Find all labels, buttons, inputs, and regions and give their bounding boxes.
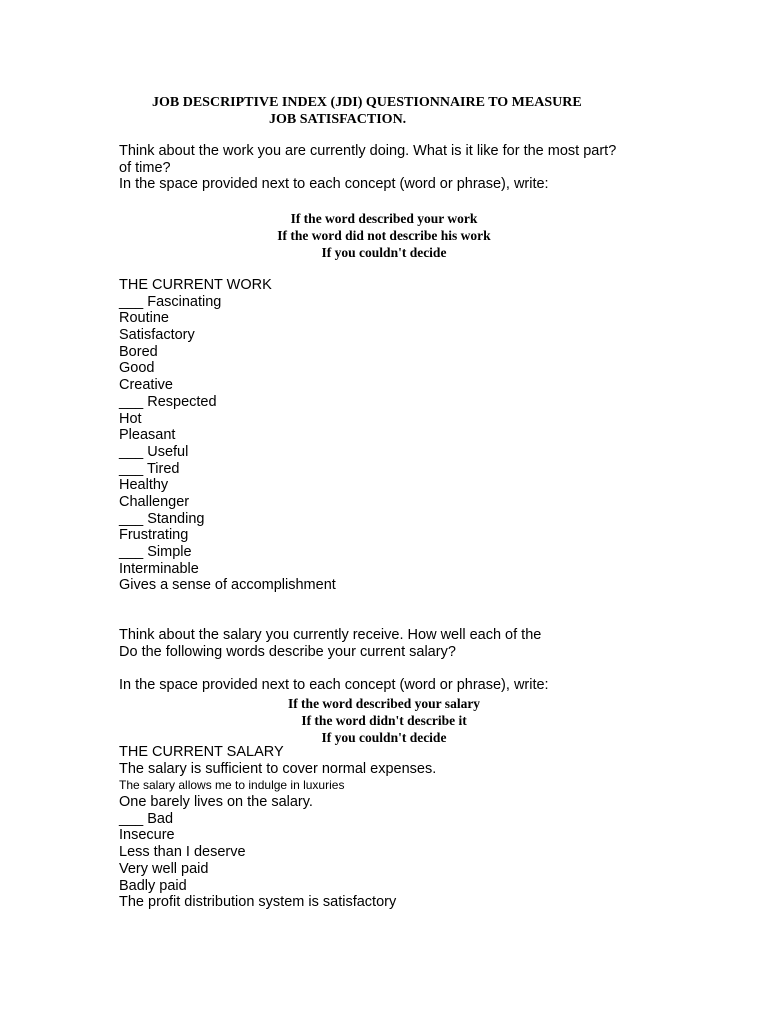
salary-item: Very well paid (119, 860, 209, 877)
work-item: ___ Useful (119, 443, 189, 460)
work-item: Creative (119, 377, 173, 394)
salary-intro-line: Do the following words describe your current salary? (119, 643, 456, 660)
salary-list (119, 744, 436, 911)
work-item: Healthy (119, 477, 169, 494)
work-legend (0, 210, 768, 261)
salary-intro-line: Think about the salary you currently receive. How well each of the (119, 627, 542, 643)
salary-legend-yes: If the word described your salary (287, 696, 481, 711)
salary-item: Badly paid (119, 877, 187, 894)
salary-intro (119, 627, 541, 660)
work-item: Hot (119, 410, 142, 427)
salary-item: Less than I deserve (119, 844, 246, 861)
work-item: Interminable (119, 560, 199, 577)
work-item: ___ Fascinating (119, 293, 222, 310)
salary-item: ___ Bad (119, 810, 174, 827)
work-legend-no: If the word did not describe his work (277, 228, 491, 243)
work-item: Frustrating (119, 527, 189, 544)
work-list (119, 277, 336, 594)
salary-item: One barely lives on the salary. (119, 794, 313, 811)
document-title-line-2: JOB SATISFACTION. (269, 112, 407, 127)
work-item: Routine (119, 310, 169, 327)
work-intro-line: Think about the work you are currently doing. What is it like for the most part? (119, 143, 617, 159)
work-item: ___ Simple (119, 544, 192, 560)
work-item: ___ Respected (119, 393, 217, 410)
work-item: ___ Standing (119, 510, 205, 527)
work-heading: THE CURRENT WORK (119, 277, 272, 293)
salary-item: Insecure (119, 827, 175, 844)
salary-heading: THE CURRENT SALARY (119, 744, 284, 760)
work-item: Gives a sense of accomplishment (119, 577, 336, 594)
work-intro (119, 143, 616, 193)
salary-legend-no: If the word didn't describe it (301, 713, 467, 728)
salary-instruction (119, 677, 549, 694)
document-title-line-1: JOB DESCRIPTIVE INDEX (JDI) QUESTIONNAIRE TO MEASURE (152, 95, 582, 110)
salary-item: The salary allows me to indulge in luxuries (119, 778, 345, 793)
salary-item: The profit distribution system is satisfactory (119, 894, 397, 911)
work-item: Bored (119, 343, 158, 360)
salary-legend-undecided: If you couldn't decide (321, 730, 447, 745)
work-item: Challenger (119, 493, 190, 510)
salary-item: The salary is sufficient to cover normal expenses. (119, 760, 437, 777)
work-legend-yes: If the word described your work (290, 211, 478, 226)
work-item: Pleasant (119, 427, 176, 444)
work-legend-undecided: If you couldn't decide (321, 245, 447, 260)
work-intro-line: In the space provided next to each concept (word or phrase), write: (119, 176, 549, 193)
work-intro-line: of time? (119, 159, 171, 176)
work-item: Good (119, 360, 155, 377)
salary-instruction-line: In the space provided next to each concept (word or phrase), write: (119, 677, 549, 693)
work-item: ___ Tired (119, 460, 180, 477)
salary-legend (0, 695, 768, 746)
work-item: Satisfactory (119, 327, 195, 344)
